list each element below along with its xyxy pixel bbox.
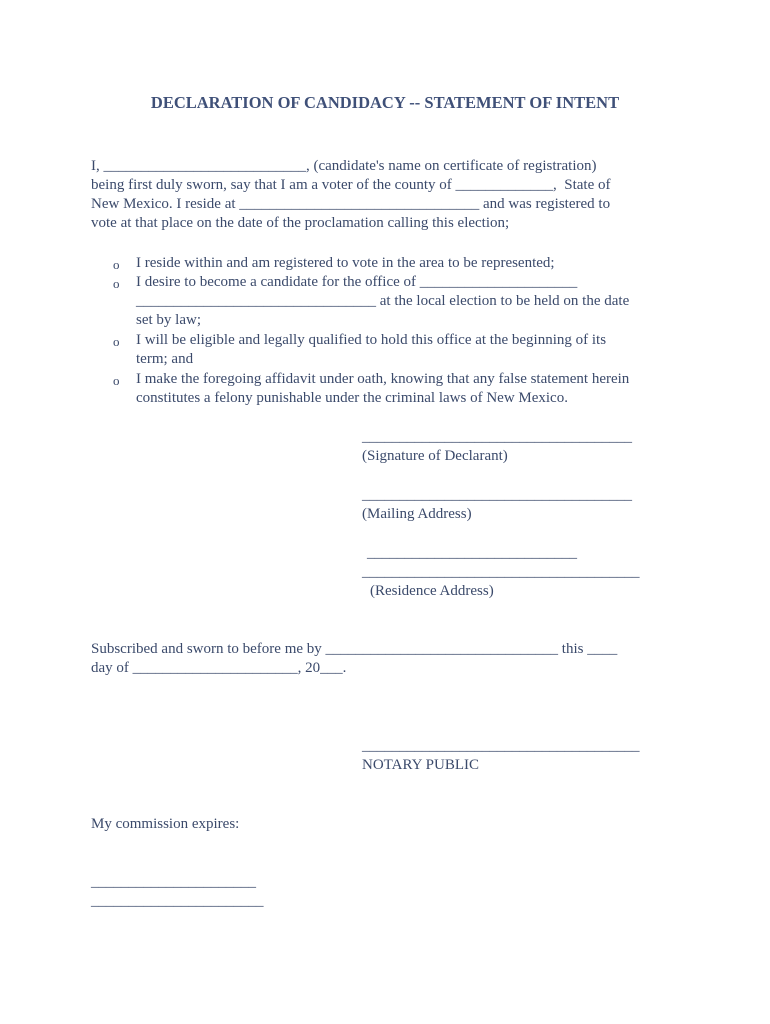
commission-line-2[interactable]: _______________________ (91, 893, 264, 909)
residence-address-line-2[interactable]: _____________________________________ (362, 564, 640, 580)
document-title: DECLARATION OF CANDIDACY -- STATEMENT OF INTENT (150, 93, 620, 112)
subscribed-line-1: Subscribed and sworn to before me by _______________________________ this ____ (91, 641, 618, 657)
bullet-4-line-1: I make the foregoing affidavit under oath, knowing that any false statement herein (136, 371, 630, 387)
bullet-marker: o (113, 334, 120, 349)
bullet-3-line-1: I will be eligible and legally qualified to hold this office at the beginning of its (136, 332, 607, 348)
bullet-1-line-1: I reside within and am registered to vote in the area to be represented; (136, 255, 555, 271)
bullet-marker: o (113, 257, 120, 272)
intro-line-1: I, ___________________________, (candidate's name on certificate of registration) (91, 158, 597, 174)
bullet-2-line-2: ________________________________ at the local election to be held on the date (136, 293, 630, 309)
mailing-address-label: (Mailing Address) (362, 506, 472, 522)
commission-expires-label: My commission expires: (91, 816, 240, 832)
intro-line-3: New Mexico. I reside at ________________________________ and was registered to (91, 196, 611, 212)
bullet-2-line-1: I desire to become a candidate for the office of _____________________ (136, 274, 578, 290)
subscribed-line-2: day of ______________________, 20___. (91, 660, 347, 676)
bullet-4-line-2: constitutes a felony punishable under the criminal laws of New Mexico. (136, 390, 568, 406)
signature-line[interactable]: ____________________________________ (362, 429, 632, 445)
intro-line-2: being first duly sworn, say that I am a voter of the county of _____________, State of (91, 177, 611, 193)
bullet-2-line-3: set by law; (136, 312, 201, 328)
intro-line-4: vote at that place on the date of the proclamation calling this election; (91, 215, 510, 231)
commission-line-1[interactable]: ______________________ (91, 874, 256, 890)
residence-address-line-1[interactable]: ____________________________ (367, 545, 577, 561)
residence-address-label: (Residence Address) (370, 583, 494, 599)
signature-label: (Signature of Declarant) (362, 448, 508, 464)
notary-public-label: NOTARY PUBLIC (362, 757, 480, 773)
notary-signature-line[interactable]: _____________________________________ (362, 738, 640, 754)
bullet-marker: o (113, 276, 120, 291)
mailing-address-line[interactable]: ____________________________________ (362, 487, 632, 503)
bullet-3-line-2: term; and (136, 351, 194, 367)
bullet-marker: o (113, 373, 120, 388)
